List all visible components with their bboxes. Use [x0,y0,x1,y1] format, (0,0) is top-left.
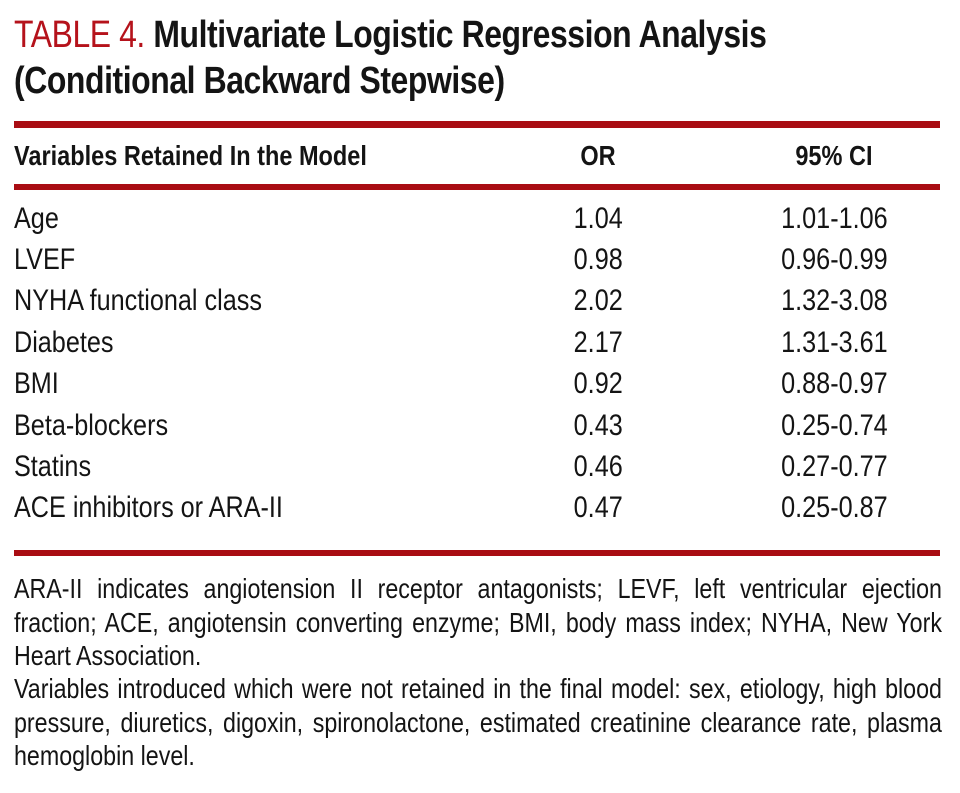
ci-cell: 0.27-0.77 [780,450,888,484]
ci-cell: 0.25-0.87 [780,491,888,525]
variable-cell: Statins [14,450,92,484]
column-header-or: OR [580,140,616,171]
table-title-text: Multivariate Logistic Regression Analysis [153,14,767,56]
table-row [14,239,940,280]
ci-cell: 1.31-3.61 [780,325,888,359]
table-header-row [14,128,940,184]
variable-cell: NYHA functional class [14,284,262,318]
table-body [14,190,940,550]
table-row [14,405,940,446]
ci-cell: 0.88-0.97 [780,367,888,401]
table-number-label: TABLE 4. [14,14,145,56]
or-cell: 2.17 [573,325,623,359]
excluded-variables-footnote: Variables introduced which were not retained in the final model: sex, etiology, high blood pressure, diuretics, digoxin, spironolactone, estimated creatinine clearance rate, plasma hemoglobin level. [14,673,942,772]
or-cell: 0.46 [573,450,623,484]
ci-cell: 1.32-3.08 [780,284,888,318]
variable-cell: Age [14,201,59,235]
variable-cell: Diabetes [14,325,114,359]
table-title-line2: (Conditional Backward Stepwise) [14,60,505,102]
variable-cell: BMI [14,367,59,401]
table-title [14,12,940,104]
table-row [14,446,940,487]
table-row [14,488,940,529]
or-cell: 0.43 [573,408,623,442]
or-cell: 0.92 [573,367,623,401]
abbreviations-footnote: ARA-II indicates angiotension II receptor antagonists; LEVF, left ventricular ejection fraction; ACE, angiotensin converting enzyme; BMI, body mass index; NYHA, New York Heart Association. [14,573,942,671]
table-title-line1 [14,12,960,58]
table-row [14,198,940,239]
ci-cell: 0.25-0.74 [780,408,888,442]
column-header-variables: Variables Retained In the Model [14,140,367,171]
bottom-rule-divider [14,550,940,556]
table-row [14,281,940,322]
variable-cell: Beta-blockers [14,408,169,442]
or-cell: 1.04 [573,201,623,235]
ci-cell: 0.96-0.99 [780,243,888,277]
table-footnotes [14,572,940,776]
variable-cell: LVEF [14,243,76,277]
or-cell: 2.02 [573,284,623,318]
column-header-ci: 95% CI [795,140,873,171]
or-cell: 0.47 [573,491,623,525]
top-rule-divider [14,121,940,128]
or-cell: 0.98 [573,243,623,277]
variable-cell: ACE inhibitors or ARA-II [14,491,283,525]
table-row [14,364,940,405]
ci-cell: 1.01-1.06 [780,201,888,235]
table-row [14,322,940,363]
